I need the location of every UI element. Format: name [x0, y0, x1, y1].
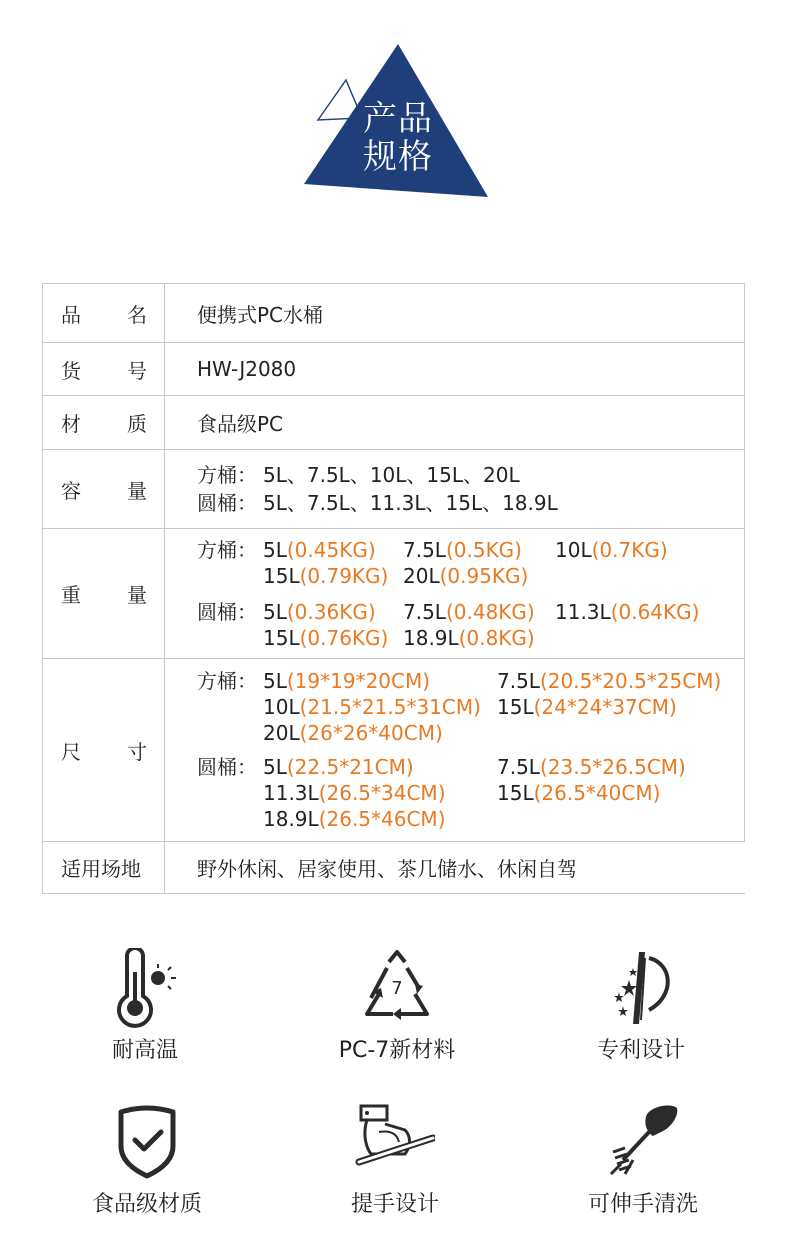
dim-item: 10L(21.5*21.5*31CM) [263, 695, 481, 719]
bucket-type-label: 圆桶： [197, 755, 257, 779]
weight-square-line1 [197, 537, 744, 563]
shield-check-icon [107, 1102, 187, 1182]
capacity-values: 5L、7.5L、10L、15L、20L [263, 463, 520, 487]
label-char: 质 [127, 412, 147, 436]
recycle-code-text: 7 [391, 978, 403, 999]
spec-label [43, 284, 165, 342]
label-char: 容 [61, 478, 81, 503]
spec-table [42, 283, 745, 894]
feature-label: 可伸手清洗 [587, 1192, 698, 1217]
weight-round-line1 [197, 599, 744, 625]
feature-pc7-material [297, 948, 497, 1066]
spec-value: 便携式PC水桶 [165, 284, 745, 342]
spec-row-material [43, 396, 745, 450]
feature-label: 食品级材质 [91, 1192, 202, 1217]
spec-row-usage [43, 842, 745, 894]
weight-item: 7.5L(0.48KG) [403, 599, 535, 624]
dim-item: 5L(22.5*21CM) [263, 755, 414, 779]
bucket-type-label: 方桶： [197, 669, 257, 693]
weight-item: 10L(0.7KG) [555, 537, 668, 562]
weight-item: 5L(0.45KG) [263, 537, 376, 562]
spec-value [165, 450, 745, 528]
weight-item: 20L(0.95KG) [403, 563, 529, 588]
spec-label [43, 343, 165, 395]
spec-row-code [43, 343, 745, 396]
spec-label [43, 450, 165, 528]
brush-icon [603, 1102, 683, 1182]
feature-food-grade [47, 1102, 247, 1220]
weight-round-line2 [197, 625, 744, 651]
spec-value: 食品级PC [165, 396, 745, 449]
label-char: 重 [61, 583, 81, 607]
feature-label: PC-7新材料 [338, 1038, 456, 1063]
dim-item: 7.5L(20.5*20.5*25CM) [497, 669, 722, 693]
dim-square-line3 [197, 720, 744, 746]
bucket-type-label: 方桶： [197, 463, 257, 487]
feature-label: 提手设计 [350, 1192, 439, 1217]
label-char: 尺 [61, 739, 81, 764]
weight-item: 11.3L(0.64KG) [555, 599, 700, 624]
feature-label: 耐高温 [111, 1038, 178, 1063]
weight-item: 15L(0.79KG) [263, 563, 389, 588]
patent-icon [601, 948, 681, 1028]
label-char: 品 [61, 302, 81, 327]
capacity-round-line [197, 489, 744, 517]
dim-round-line2 [197, 780, 744, 806]
spec-label [43, 396, 165, 449]
weight-item: 7.5L(0.5KG) [403, 537, 522, 562]
spec-label [43, 529, 165, 658]
bucket-type-label: 圆桶： [197, 491, 257, 515]
capacity-values: 5L、7.5L、11.3L、15L、18.9L [263, 491, 558, 515]
dim-item: 11.3L(26.5*34CM) [263, 781, 446, 805]
dim-item: 7.5L(23.5*26.5CM) [497, 755, 686, 779]
weight-square-line2 [197, 563, 744, 589]
section-badge [300, 40, 500, 205]
label-char: 寸 [127, 739, 147, 764]
dim-item: 20L(26*26*40CM) [263, 721, 443, 745]
dim-round-line3 [197, 806, 744, 832]
dim-square-line1 [197, 668, 744, 694]
spec-label: 适用场地 [43, 842, 165, 893]
feature-heat-resistant [45, 948, 245, 1066]
spec-label [43, 659, 165, 841]
spec-value: HW-J2080 [165, 343, 745, 395]
capacity-square-line [197, 461, 744, 489]
dim-item: 15L(26.5*40CM) [497, 781, 661, 805]
feature-patent-design [541, 948, 741, 1066]
weight-item: 18.9L(0.8KG) [403, 625, 535, 650]
spec-value [165, 659, 745, 841]
hand-grip-icon [355, 1102, 435, 1182]
label-char: 量 [127, 478, 147, 503]
bucket-type-label: 方桶： [197, 537, 257, 562]
dim-square-line2 [197, 694, 744, 720]
feature-label: 专利设计 [596, 1038, 685, 1063]
feature-hand-washable [543, 1102, 743, 1220]
weight-item: 15L(0.76KG) [263, 625, 389, 650]
spec-row-dimensions [43, 659, 745, 842]
label-char: 货 [61, 358, 81, 383]
spec-value: 野外休闲、居家使用、茶几储水、休闲自驾 [197, 857, 577, 881]
dim-item: 5L(19*19*20CM) [263, 669, 431, 693]
label-char: 材 [61, 412, 81, 436]
spec-value [165, 529, 745, 658]
label-char: 量 [127, 583, 147, 607]
badge-title-line1: 产品 [363, 99, 433, 139]
badge-title-line2: 规格 [363, 137, 433, 177]
recycle-icon [357, 948, 437, 1028]
label-char: 号 [127, 358, 147, 383]
dim-item: 15L(24*24*37CM) [497, 695, 677, 719]
spec-row-weight [43, 529, 745, 659]
bucket-type-label: 圆桶： [197, 599, 257, 624]
weight-item: 5L(0.36KG) [263, 599, 376, 624]
thermometer-icon [105, 948, 185, 1028]
dim-round-line1 [197, 754, 744, 780]
spec-row-capacity [43, 450, 745, 529]
feature-handle-design [295, 1102, 495, 1220]
dim-item: 18.9L(26.5*46CM) [263, 807, 446, 831]
spec-row-name [43, 284, 745, 343]
label-char: 名 [127, 302, 147, 327]
